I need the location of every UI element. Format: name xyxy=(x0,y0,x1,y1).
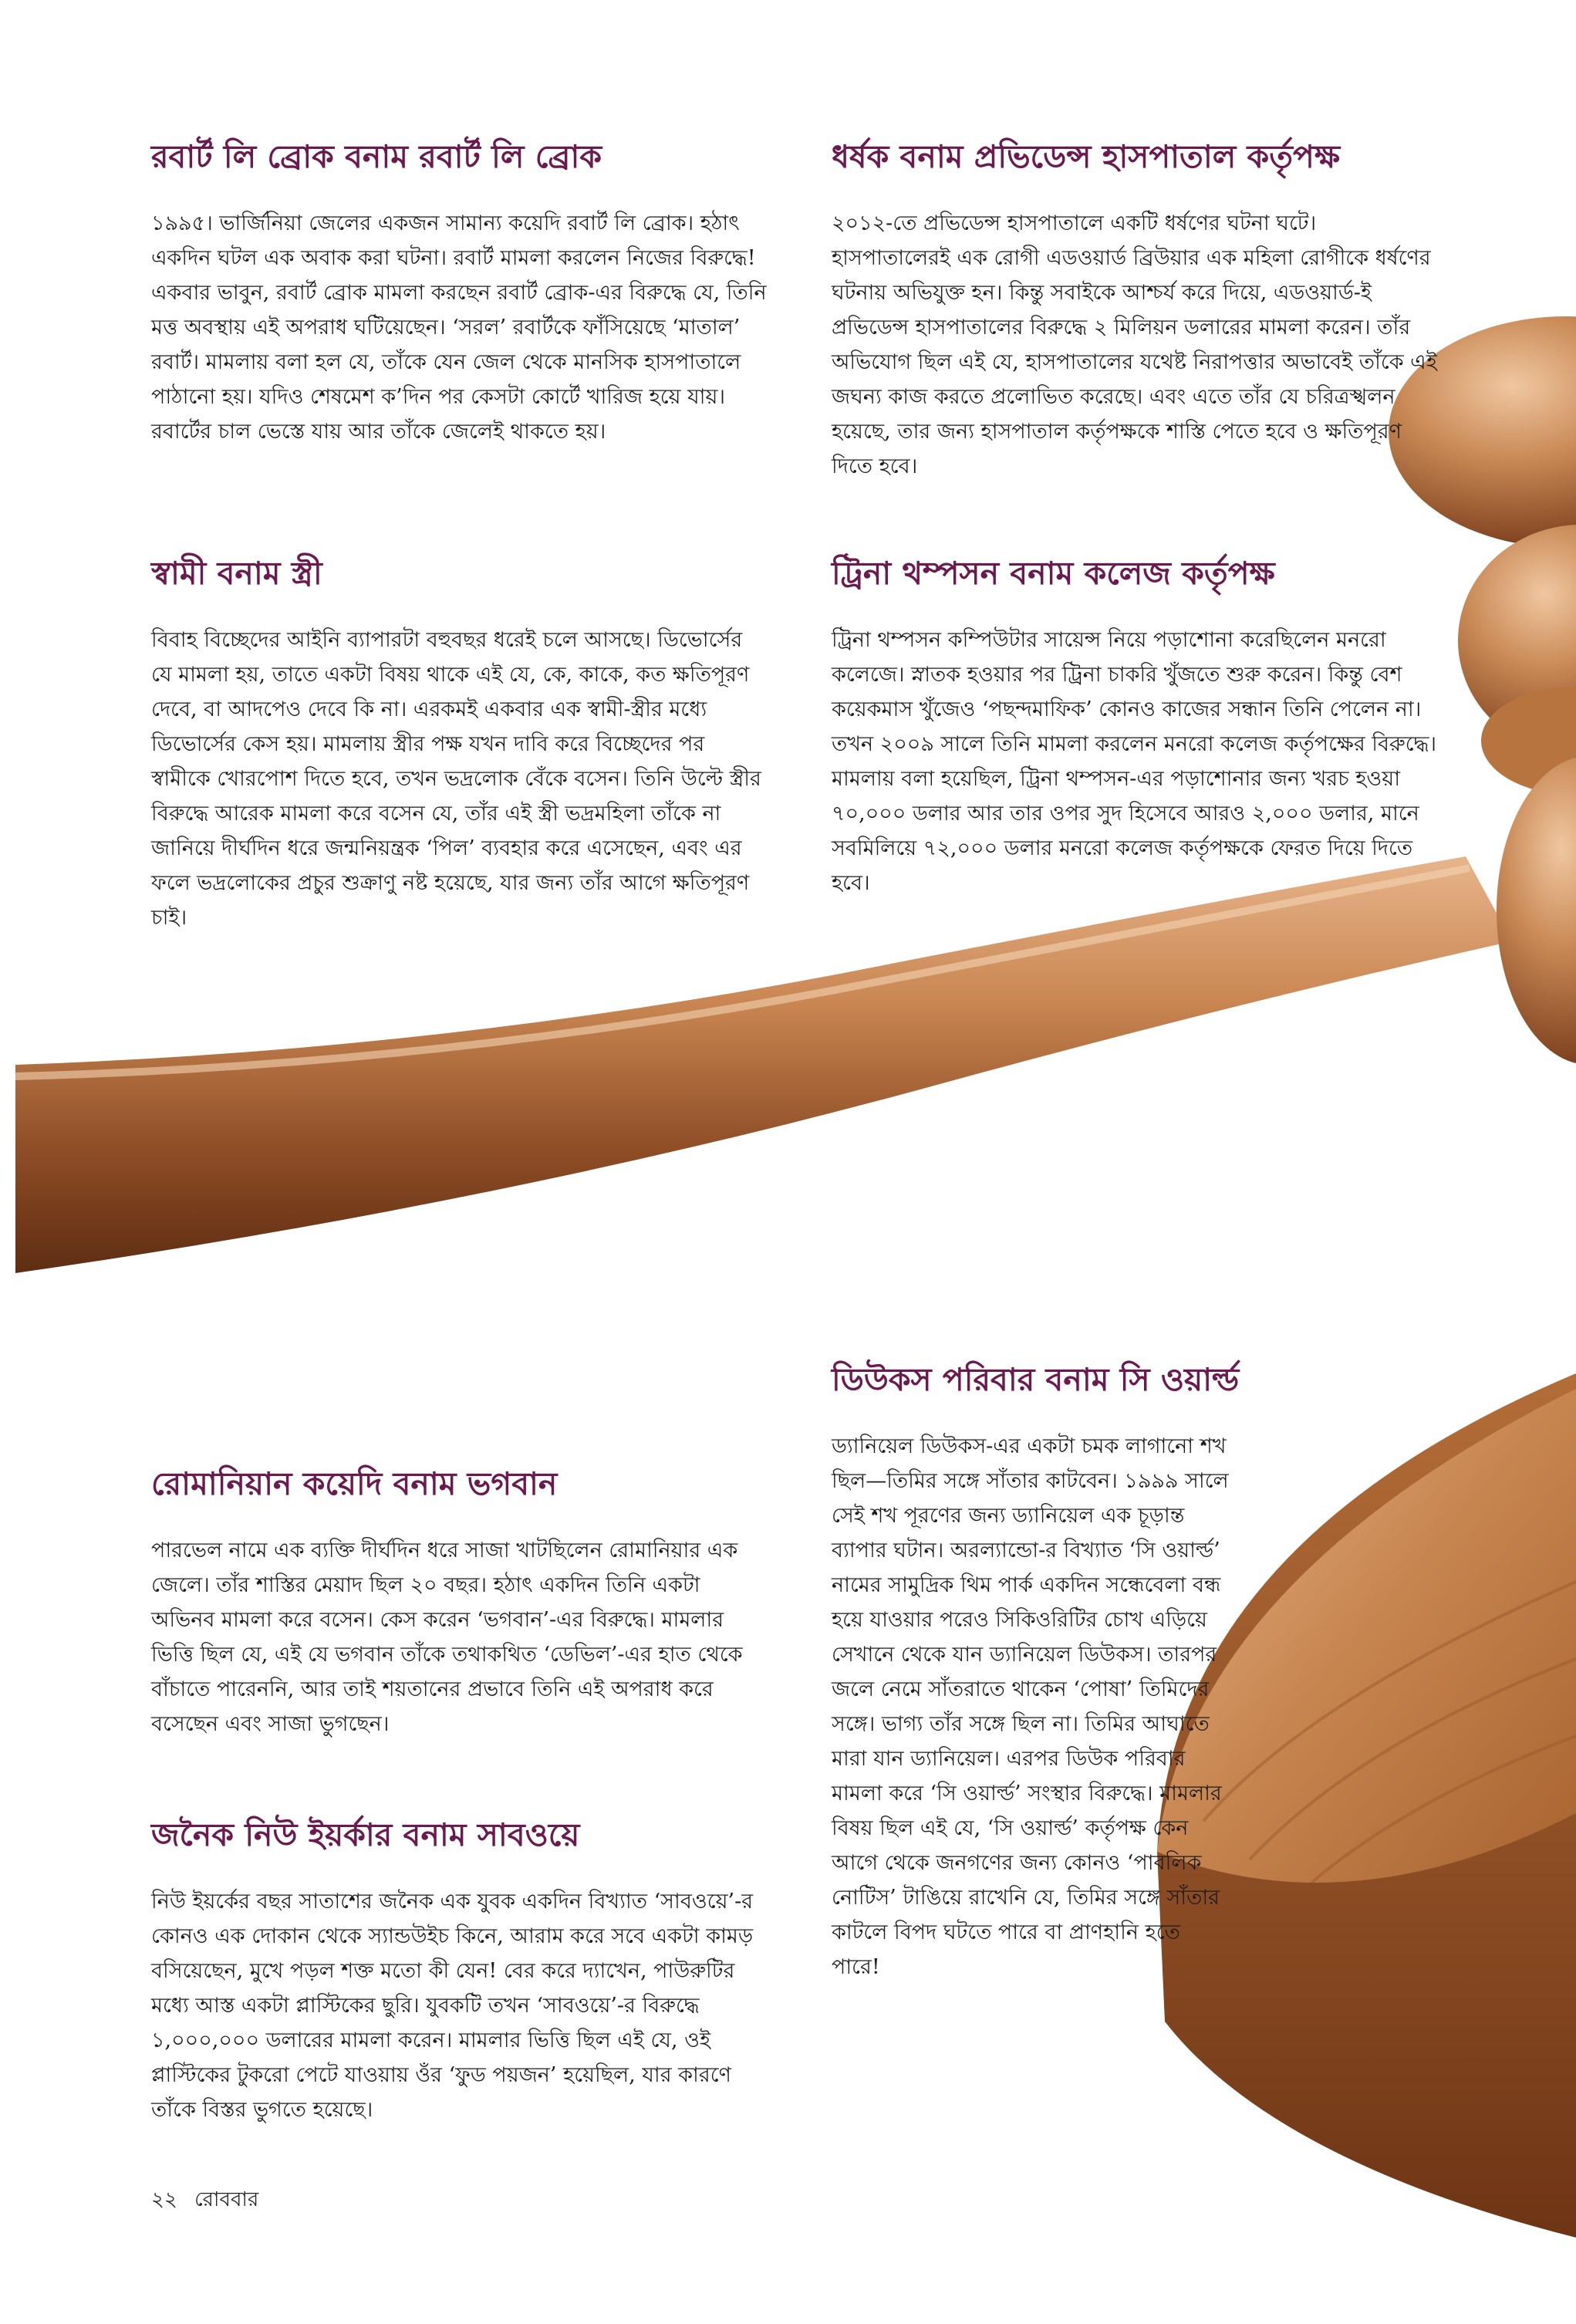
article-body: ড্যানিয়েল ডিউকস-এর একটা চমক লাগানো শখ ছিল—তিমির সঙ্গে সাঁতার কাটবেন। ১৯৯৯ সালে সেই শখ পূরণের জন্য ড্যানিয়েল এক চূড়ান্ত ব্যাপার ঘটান। অরল্যান্ডো-র বিখ্যাত ‘সি ওয়ার্ল্ড’ নামের সামুদ্রিক থিম পার্ক একদিন সন্ধেবেলা বন্ধ হয়ে যাওয়ার পরেও সিকিওরিটির চোখ এড়িয়ে সেখানে থেকে যান ড্যানিয়েল ডিউকস। তারপর জলে নেমে সাঁতরাতে থাকেন ‘পোষা’ তিমিদের সঙ্গে। ভাগ্য তাঁর সঙ্গে ছিল না। তিমির আঘাতে মারা যান ড্যানিয়েল। এরপর ডিউক পরিবার মামলা করে ‘সি ওয়ার্ল্ড’ সংস্থার বিরুদ্ধে। মামলার বিষয় ছিল এই যে, ‘সি ওয়ার্ল্ড’ কর্তৃপক্ষ কেন আগে থেকে জনগণের জন্য কোনও ‘পাবলিক নোটিস’ টাঙিয়ে রাখেনি যে, তিমির সঙ্গে সাঁতার কাটলে বিপদ ঘটতে পারে বা প্রাণহানি হতে পারে! xyxy=(832,1434,1229,1980)
article-title: ডিউকস পরিবার বনাম সি ওয়ার্ল্ড xyxy=(832,1361,1240,1398)
magazine-name: রোববার xyxy=(194,2188,259,2211)
article-title: ধর্ষক বনাম প্রভিডেন্স হাসপাতাল কর্তৃপক্ষ xyxy=(832,138,1341,175)
article-title: ট্রিনা থম্পসন বনাম কলেজ কর্তৃপক্ষ xyxy=(832,555,1275,592)
article-rapist-vs-hospital xyxy=(832,139,1441,484)
article-title: রোমানিয়ান কয়েদি বনাম ভগবান xyxy=(151,1465,558,1502)
article-body: ২০১২-তে প্রভিডেন্স হাসপাতালে একটি ধর্ষণের ঘটনা ঘটে। হাসপাতালেরই এক রোগী এডওয়ার্ড ব্রিউয়ার এক মহিলা রোগীকে ধর্ষণের ঘটনায় অভিযুক্ত হন। কিন্তু সবাইকে আশ্চর্য করে দিয়ে, এডওয়ার্ড-ই প্রভিডেন্স হাসপাতালের বিরুদ্ধে ২ মিলিয়ন ডলারের মামলা করেন। তাঁর অভিযোগ ছিল এই যে, হাসপাতালের যথেষ্ট নিরাপত্তার অভাবেই তাঁকে এই জঘন্য কাজ করতে প্রলোভিত করেছে। এবং এতে তাঁর যে চরিত্রস্খলন হয়েছে, তার জন্য হাসপাতাল কর্তৃপক্ষকে শাস্তি পেতে হবে ও ক্ষতিপূরণ দিতে হবে। xyxy=(832,211,1437,479)
article-body: ১৯৯৫। ভার্জিনিয়া জেলের একজন সামান্য কয়েদি রবার্ট লি ব্রোক। হঠাৎ একদিন ঘটল এক অবাক করা ঘটনা। রবার্ট মামলা করলেন নিজের বিরুদ্ধে! একবার ভাবুন, রবার্ট ব্রোক মামলা করছেন রবার্ট ব্রোক-এর বিরুদ্ধে যে, তিনি মত্ত অবস্থায় এই অপরাধ ঘটিয়েছেন। ‘সরল’ রবার্টকে ফাঁসিয়েছে ‘মাতাল’ রবার্ট। মামলায় বলা হল যে, তাঁকে যেন জেল থেকে মানসিক হাসপাতালে পাঠানো হয়। যদিও শেষমেশ ক’দিন পর কেসটা কোর্টে খারিজ হয়ে যায়। রবার্টের চাল ভেস্তে যায় আর তাঁকে জেলেই থাকতে হয়। xyxy=(151,211,767,444)
article-title: জনৈক নিউ ইয়র্কার বনাম সাবওয়ে xyxy=(151,1816,580,1853)
article-body: পারভেল নামে এক ব্যক্তি দীর্ঘদিন ধরে সাজা খাটছিলেন রোমানিয়ার এক জেলে। তাঁর শাস্তির মেয়াদ ছিল ২০ বছর। হঠাৎ একদিন তিনি একটা অভিনব মামলা করে বসেন। কেস করেন ‘ভগবান’-এর বিরুদ্ধে। মামলার ভিত্তি ছিল যে, এই যে ভগবান তাঁকে তথাকথিত ‘ডেভিল’-এর হাত থেকে বাঁচাতে পারেননি, আর তাই শয়তানের প্রভাবে তিনি এই অপরাধ করে বসেছেন এবং সাজা ভুগছেন। xyxy=(151,1539,743,1737)
page-number: ২২ xyxy=(151,2188,177,2211)
article-newyorker-vs-subway xyxy=(151,1817,768,2127)
article-broke-vs-broke xyxy=(151,139,768,449)
article-romanian-vs-god xyxy=(151,1466,768,1741)
article-body: ট্রিনা থম্পসন কম্পিউটার সায়েন্স নিয়ে পড়াশোনা করেছিলেন মনরো কলেজে। স্নাতক হওয়ার পর ট্রিনা চাকরি খুঁজতে শুরু করেন। কিন্তু বেশ কয়েকমাস খুঁজেও ‘পছন্দমাফিক’ কোনও কাজের সন্ধান তিনি পেলেন না। তখন ২০০৯ সালে তিনি মামলা করলেন মনরো কলেজ কর্তৃপক্ষের বিরুদ্ধে। মামলায় বলা হয়েছিল, ট্রিনা থম্পসন-এর পড়াশোনার জন্য খরচ হওয়া ৭০,০০০ ডলার আর তার ওপর সুদ হিসেবে আরও ২,০০০ ডলার, মানে সবমিলিয়ে ৭২,০০০ ডলার মনরো কলেজ কর্তৃপক্ষকে ফেরত দিয়ে দিতে হবে। xyxy=(832,628,1437,896)
article-trina-vs-college xyxy=(832,556,1441,900)
page-footer xyxy=(151,2184,269,2218)
article-title: স্বামী বনাম স্ত্রী xyxy=(151,555,322,592)
article-husband-vs-wife xyxy=(151,556,768,935)
article-body: বিবাহ বিচ্ছেদের আইনি ব্যাপারটা বহুবছর ধরেই চলে আসছে। ডিভোর্সের যে মামলা হয়, তাতে একটা বিষয় থাকে এই যে, কে, কাকে, কত ক্ষতিপূরণ দেবে, বা আদপেও দেবে কি না। এরকমই একবার এক স্বামী-স্ত্রীর মধ্যে ডিভোর্সের কেস হয়। মামলায় স্ত্রীর পক্ষ যখন দাবি করে বিচ্ছেদের পর স্বামীকে খোরপোশ দিতে হবে, তখন ভদ্রলোক বেঁকে বসেন। তিনি উল্টে স্ত্রীর বিরুদ্ধে আরেক মামলা করে বসেন যে, তাঁর এই স্ত্রী ভদ্রমহিলা তাঁকে না জানিয়ে দীর্ঘদিন ধরে জন্মনিয়ন্ত্রক ‘পিল’ ব্যবহার করে এসেছেন, এবং এর ফলে ভদ্রলোকের প্রচুর শুক্রাণু নষ্ট হয়েছে, যার জন্য তাঁর আগে ক্ষতিপূরণ চাই। xyxy=(151,628,761,931)
article-title: রবার্ট লি ব্রোক বনাম রবার্ট লি ব্রোক xyxy=(151,138,602,175)
article-dukes-vs-seaworld xyxy=(832,1361,1240,1985)
article-body: নিউ ইয়র্কের বছর সাতাশের জনৈক এক যুবক একদিন বিখ্যাত ‘সাবওয়ে’-র কোনও এক দোকান থেকে স্যান্ডউইচ কিনে, আরাম করে সবে একটা কামড় বসিয়েছেন, মুখে পড়ল শক্ত মতো কী যেন! বের করে দ্যাখেন, পাউরুটির মধ্যে আস্ত একটা প্লাস্টিকের ছুরি। যুবকটি তখন ‘সাবওয়ে’-র বিরুদ্ধে ১,০০০,০০০ ডলারের মামলা করেন। মামলার ভিত্তি ছিল এই যে, ওই প্লাস্টিকের টুকরো পেটে যাওয়ায় ওঁর ‘ফুড পয়জন’ হয়েছিল, যার কারণে তাঁকে বিস্তর ভুগতে হয়েছে। xyxy=(151,1890,754,2123)
